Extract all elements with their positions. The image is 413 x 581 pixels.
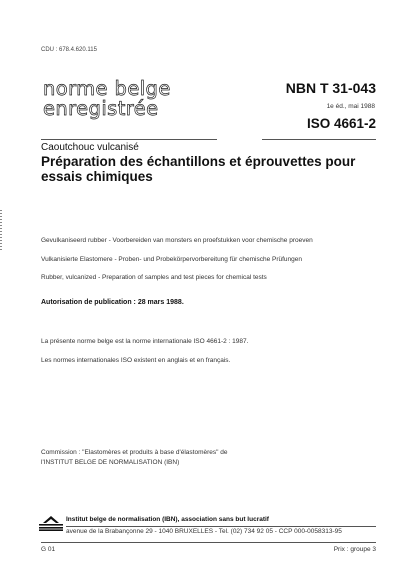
institute-address: avenue de la Brabançonne 29 - 1040 BRUXELLES - Tel. (02) 734 92 05 - CCP 000-0058313-95 <box>66 528 342 535</box>
scan-edge-mark <box>0 210 2 252</box>
brand-line-1: norme belge <box>43 77 171 100</box>
standard-code: NBN T 31-043 <box>285 80 376 96</box>
standard-edition: 1e éd., mai 1988 <box>326 103 375 110</box>
brand-norme-belge <box>43 79 171 119</box>
ibn-logo-icon <box>39 515 63 531</box>
translation-de: Vulkanisierte Elastomere - Proben- und Probekörpervorbereitung für chemische Prüfungen <box>41 256 302 263</box>
brand-line-2: enregistrée <box>43 97 159 120</box>
commission-line-1: Commission : "Elastomères et produits à base d'élastomères" de <box>41 449 228 456</box>
subject-rule <box>41 139 217 140</box>
translation-nl: Gevulkaniseerd rubber - Voorbereiden van monsters en proefstukken voor chemische proeven <box>41 237 313 244</box>
title-rule <box>262 139 376 140</box>
cdu-number: CDU : 678.4.620.115 <box>41 47 97 53</box>
note-iso-equivalence: La présente norme belge est la norme internationale ISO 4661-2 : 1987. <box>41 338 249 345</box>
commission-line-2: l'INSTITUT BELGE DE NORMALISATION (IBN) <box>41 459 180 466</box>
document-title: Préparation des échantillons et éprouvettes pour essais chimiques <box>41 154 356 184</box>
institute-name: Institut belge de normalisation (IBN), association sans but lucratif <box>66 516 269 523</box>
subject-heading: Caoutchouc vulcanisé <box>41 142 139 153</box>
bottom-rule <box>41 542 376 543</box>
price-group: Prix : groupe 3 <box>333 546 376 553</box>
publication-authorisation: Autorisation de publication : 28 mars 1988. <box>41 299 184 306</box>
iso-reference: ISO 4661-2 <box>306 116 376 131</box>
note-iso-languages: Les normes internationales ISO existent en anglais et en français. <box>41 357 231 364</box>
footer-rule <box>66 526 376 527</box>
translation-en: Rubber, vulcanized - Preparation of samples and test pieces for chemical tests <box>41 274 267 281</box>
ics-code: G 01 <box>41 546 56 553</box>
